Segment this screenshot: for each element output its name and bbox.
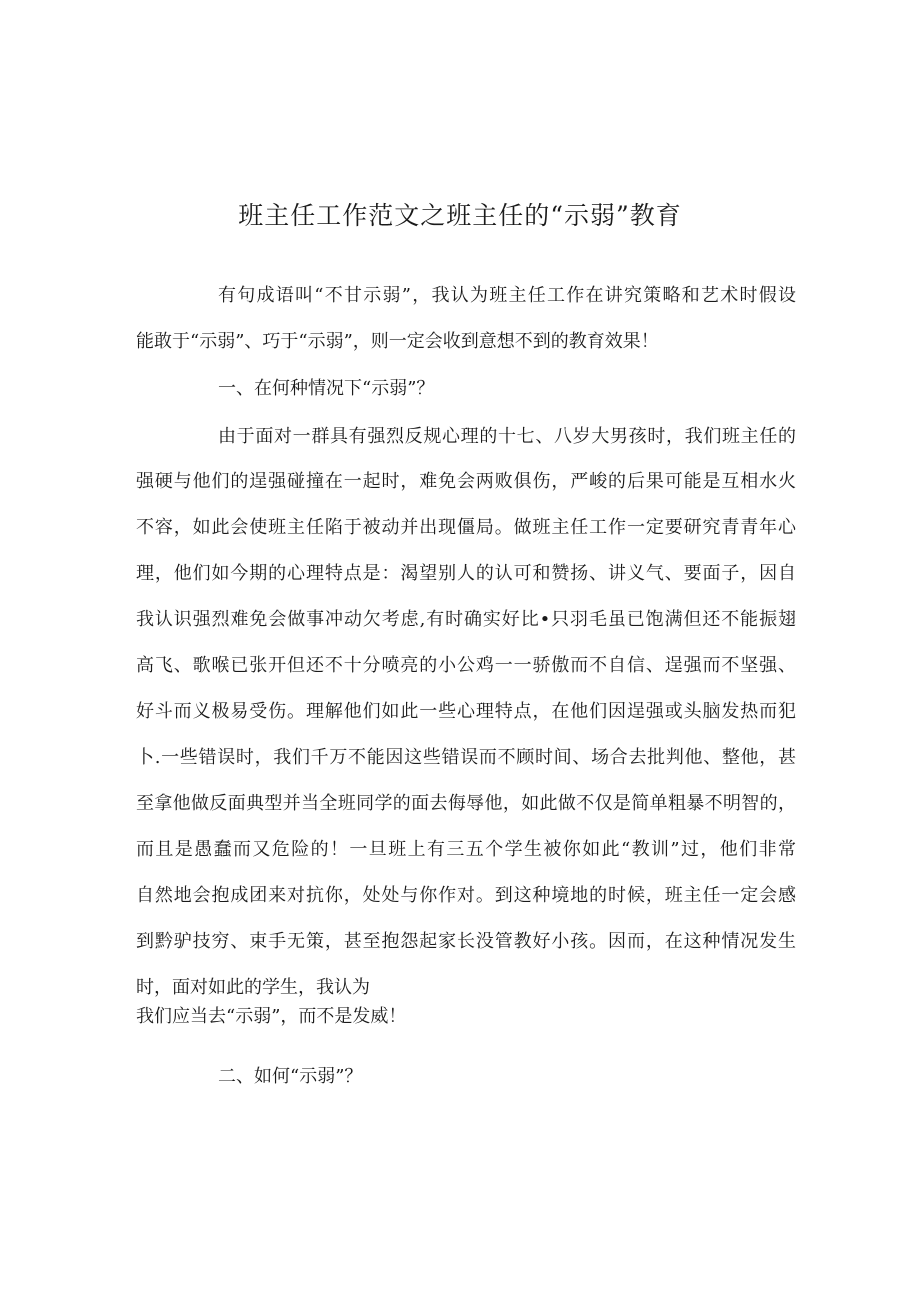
paragraph-body-line-2: 强硬与他们的逞强碰撞在一起时，难免会两败俱伤，严峻的后果可能是互相水火 bbox=[136, 471, 796, 492]
section-heading-1: 一、在何种情况下“示弱”？ bbox=[218, 378, 435, 399]
paragraph-body-line-12: 到黔驴技穷、束手无策，甚至抱怨起家长没管教好小孩。因而，在这种情况发生 bbox=[136, 931, 796, 952]
paragraph-body-line-10: 而且是愚蠢而又危险的！一旦班上有三五个学生被你如此“教训”过，他们非常 bbox=[136, 839, 796, 860]
paragraph-body-line-8: 卜.一些错误时，我们千万不能因这些错误而不顾时间、场合去批判他、整他，甚 bbox=[136, 747, 796, 768]
paragraph-body-line-11: 自然地会抱成团来对抗你，处处与你作对。到这种境地的时候，班主任一定会感 bbox=[136, 885, 796, 906]
paragraph-body-line-14: 我们应当去“示弱”，而不是发威！ bbox=[136, 1006, 407, 1027]
section-heading-2: 二、如何“示弱”？ bbox=[218, 1066, 363, 1087]
paragraph-body-line-7: 好斗而义极易受伤。理解他们如此一些心理特点，在他们因逞强或头脑发热而犯 bbox=[136, 701, 796, 722]
document-title: 班主任工作范文之班主任的“示弱”教育 bbox=[238, 201, 682, 230]
paragraph-body-line-3: 不容，如此会使班主任陷于被动并出现僵局。做班主任工作一定要研究青青年心 bbox=[136, 517, 796, 538]
paragraph-intro-line-2: 能敢于“示弱”、巧于“示弱”，则一定会收到意想不到的教育效果！ bbox=[136, 331, 659, 352]
paragraph-body-line-4: 理，他们如今期的心理特点是：渴望别人的认可和赞扬、讲义气、要面子，因自 bbox=[136, 563, 796, 584]
paragraph-body-line-6: 高飞、歌喉已张开但还不十分喷亮的小公鸡一一骄傲而不自信、逞强而不坚强、 bbox=[136, 655, 796, 676]
paragraph-body-line-13: 时，面对如此的学生，我认为 bbox=[136, 977, 370, 998]
paragraph-intro-line-1: 有句成语叫“不甘示弱”，我认为班主任工作在讲究策略和艺术时假设 bbox=[218, 285, 796, 306]
paragraph-body-line-9: 至拿他做反面典型并当全班同学的面去侮辱他，如此做不仅是简单粗暴不明智的， bbox=[136, 793, 796, 814]
paragraph-body-line-1: 由于面对一群具有强烈反规心理的十七、八岁大男孩时，我们班主任的 bbox=[218, 426, 796, 447]
paragraph-body-line-5: 我认识强烈难免会做事冲动欠考虑,有时确实好比•只羽毛虽已饱满但还不能振翅 bbox=[136, 609, 796, 630]
